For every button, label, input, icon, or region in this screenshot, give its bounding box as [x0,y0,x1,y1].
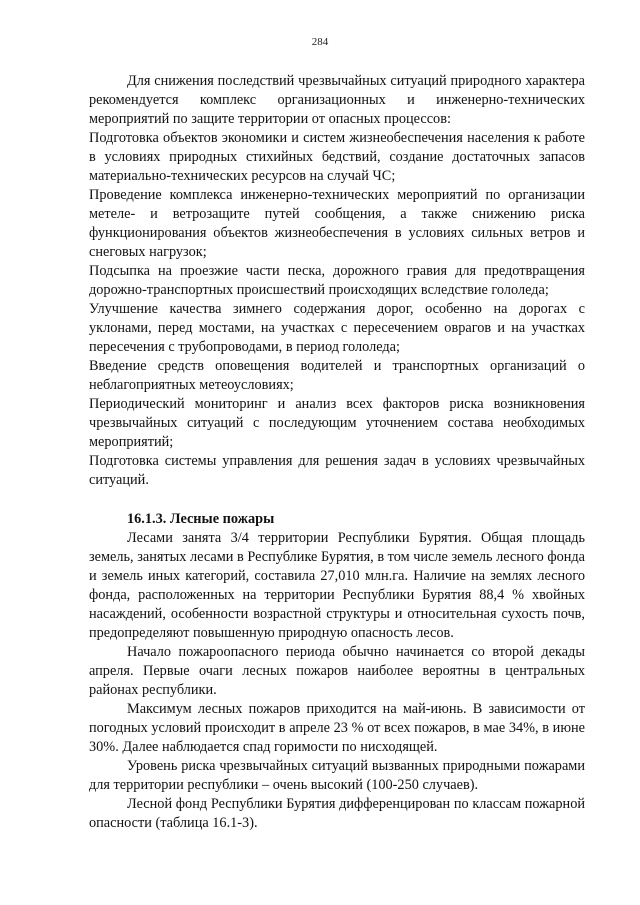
measure-item: Проведение комплекса инженерно-технических мероприятий по организации метеле- и ветрозащите путей сообщения, а также снижению риска функционирования объектов жизнеобеспечения в условиях сильных ветров и снеговых нагрузок; [89,187,585,260]
body-paragraph: Начало пожароопасного периода обычно начинается со второй декады апреля. Первые очаги лесных пожаров наиболее вероятны в центральных районах республики. [89,644,585,698]
page-body [89,72,585,833]
measure-item: Периодический мониторинг и анализ всех факторов риска возникновения чрезвычайных ситуаций с последующим уточнением состава необходимых мероприятий; [89,396,585,450]
body-paragraph: Лесами занята 3/4 территории Республики Бурятия. Общая площадь земель, занятых лесами в Республике Бурятия, в том числе земель лесного фонда и земель иных категорий, составила 27,010 млн.га. Наличие на землях лесного фонда, расположенных на территории Республики Бурятия 88,4 % хвойных насаждений, особенности возрастной структуры и относительная сухость почв, предопределяют повышенную природную опасность лесов. [89,530,585,641]
measure-item: Подсыпка на проезжие части песка, дорожного гравия для предотвращения дорожно-транспортных происшествий происходящих вследствие гололеда; [89,263,585,298]
measure-item: Улучшение качества зимнего содержания дорог, особенно на дорогах с уклонами, перед мостами, на участках с пересечением оврагов и на участках пересечения с трубопроводами, в период гололеда; [89,301,585,355]
intro-paragraph: Для снижения последствий чрезвычайных ситуаций природного характера рекомендуется комплекс организационных и инженерно-технических мероприятий по защите территории от опасных процессов: [89,73,585,127]
section-gap [89,490,585,510]
measure-item: Введение средств оповещения водителей и транспортных организаций о неблагоприятных метеоусловиях; [89,358,585,393]
body-paragraph: Максимум лесных пожаров приходится на май-июнь. В зависимости от погодных условий происходит в апреле 23 % от всех пожаров, в мае 34%, в июне 30%. Далее наблюдается спад горимости по нисходящей. [89,701,585,755]
body-paragraph: Лесной фонд Республики Бурятия дифференцирован по классам пожарной опасности (таблица 16.1-3). [89,796,585,831]
measure-item: Подготовка системы управления для решения задач в условиях чрезвычайных ситуаций. [89,453,585,488]
body-paragraph: Уровень риска чрезвычайных ситуаций вызванных природными пожарами для территории республики – очень высокий (100-250 случаев). [89,758,585,793]
section-heading: 16.1.3. Лесные пожары [127,511,275,527]
measure-item: Подготовка объектов экономики и систем жизнеобеспечения населения к работе в условиях природных стихийных бедствий, создание достаточных запасов материально-технических ресурсов на случай ЧС; [89,130,585,184]
page-number: 284 [311,36,329,48]
